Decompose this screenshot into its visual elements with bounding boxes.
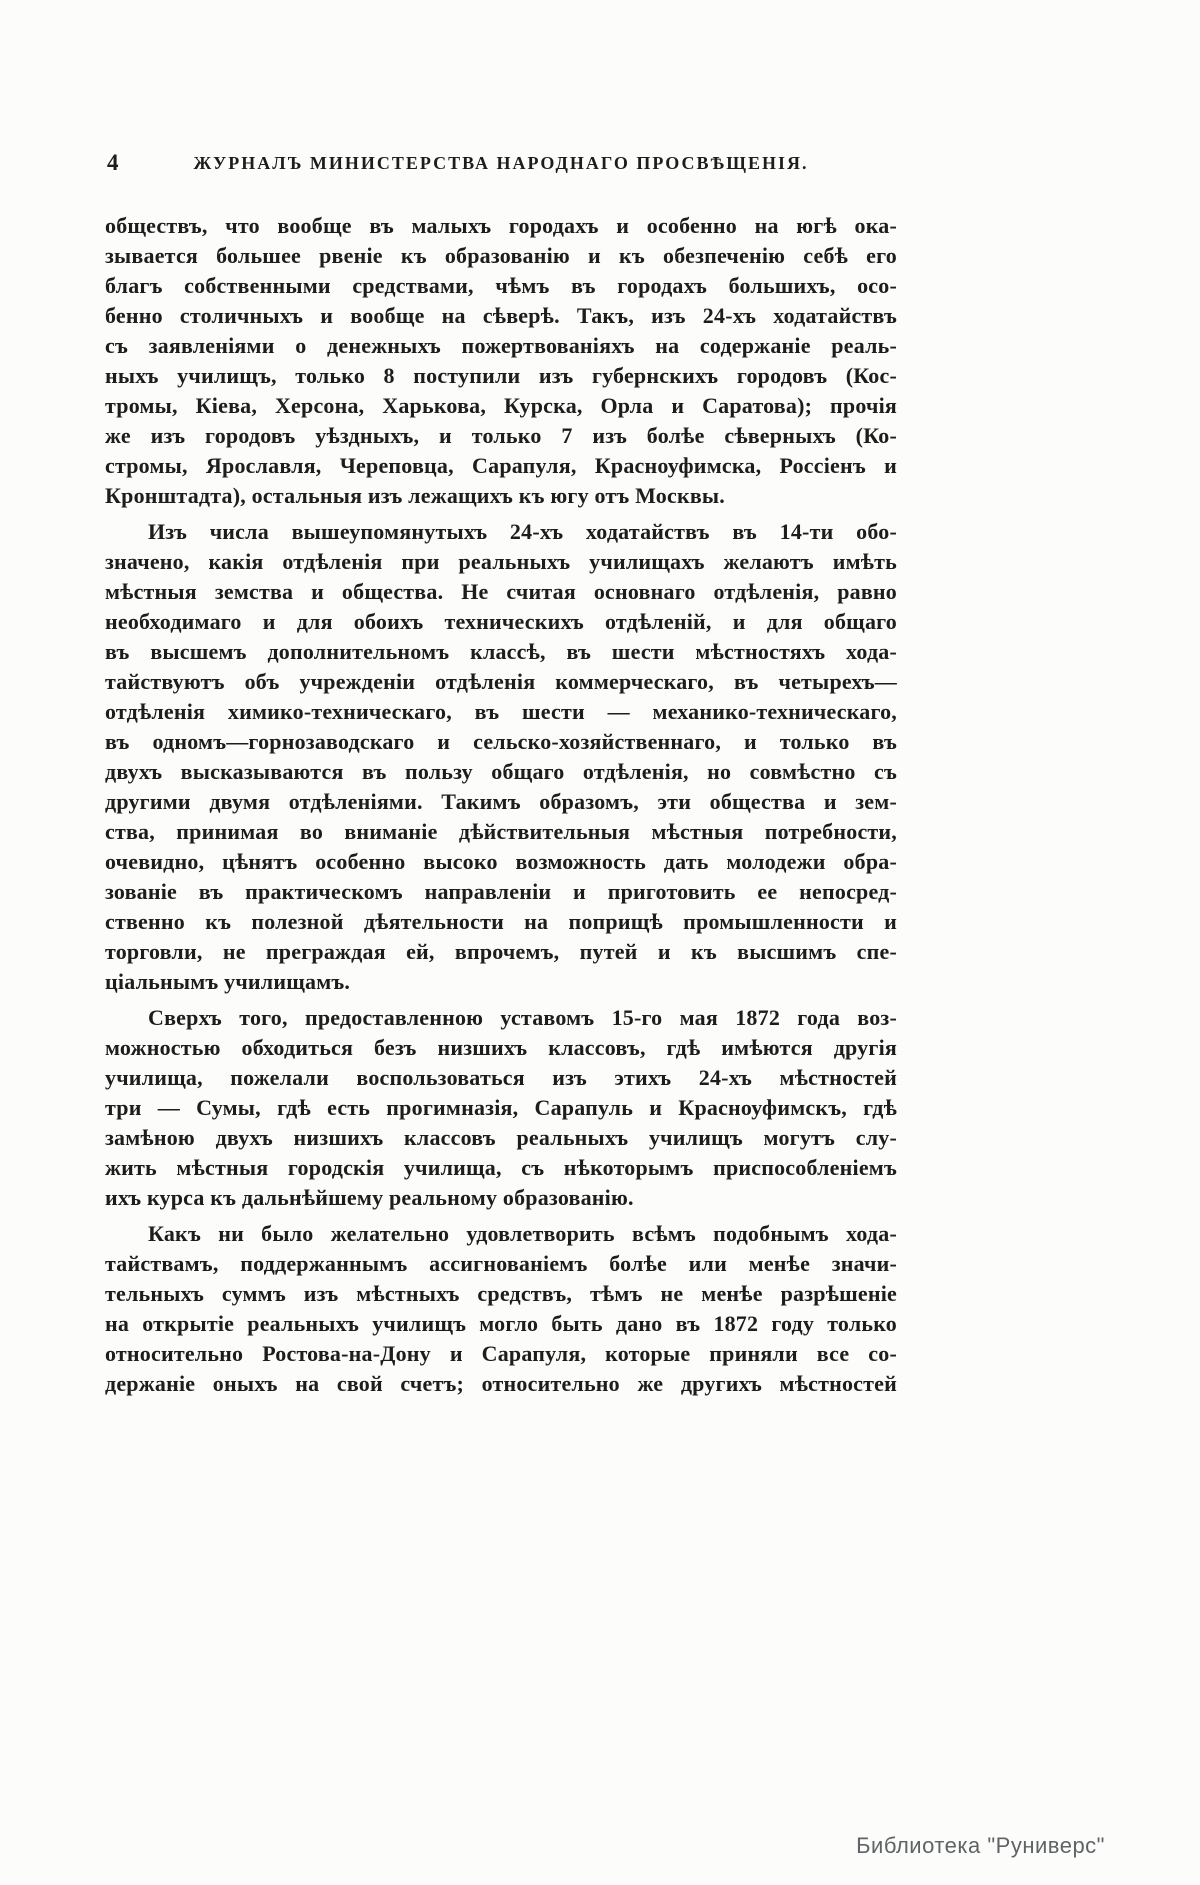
text-line: зывается большее рвеніе къ образованію и къ обезпеченію себѣ его (105, 243, 897, 268)
text-line: тайствуютъ объ учрежденіи отдѣленія коммерческаго, въ четырехъ— (105, 669, 897, 694)
text-line: стромы, Ярославля, Череповца, Сарапуля, Красноуфимска, Россіенъ и (105, 453, 897, 478)
text-line: бенно столичныхъ и вообще на сѣверѣ. Такъ, изъ 24-хъ ходатайствъ (105, 303, 897, 328)
text-line: жить мѣстныя городскія училища, съ нѣкоторымъ приспособленіемъ (105, 1155, 897, 1180)
page-body (105, 211, 897, 1399)
page-number: 4 (107, 150, 119, 175)
text-line: Кронштадта), остальныя изъ лежащихъ къ югу отъ Москвы. (105, 483, 725, 508)
text-line: отдѣленія химико-техническаго, въ шести — механико-техническаго, (105, 699, 897, 724)
text-line: тромы, Кіева, Херсона, Харькова, Курска, Орла и Саратова); прочія (105, 393, 897, 418)
text-line: торговли, не преграждая ей, впрочемъ, путей и къ высшимъ спе- (105, 939, 897, 964)
library-watermark: Библиотека "Руниверс" (856, 1833, 1105, 1858)
text-line: Изъ числа вышеупомянутыхъ 24-хъ ходатайствъ въ 14-ти обо- (148, 519, 897, 544)
text-line: ихъ курса къ дальнѣйшему реальному образованію. (105, 1185, 634, 1210)
text-line: Сверхъ того, предоставленною уставомъ 15-го мая 1872 года воз- (148, 1005, 897, 1030)
text-line: ныхъ училищъ, только 8 поступили изъ губернскихъ городовъ (Кос- (105, 363, 897, 388)
text-line: очевидно, цѣнятъ особенно высоко возможность дать молодежи обра- (105, 849, 897, 874)
text-line: относительно Ростова-на-Дону и Сарапуля, которые приняли все со- (105, 1341, 897, 1366)
text-line: благъ собственными средствами, чѣмъ въ городахъ большихъ, осо- (105, 273, 897, 298)
text-line: другими двумя отдѣленіями. Такимъ образомъ, эти общества и зем- (105, 789, 897, 814)
paragraph (105, 211, 897, 511)
text-line: двухъ высказываются въ пользу общаго отдѣленія, но совмѣстно съ (105, 759, 897, 784)
text-line: въ одномъ—горнозаводскаго и сельско-хозяйственнаго, и только въ (105, 729, 897, 754)
text-line: въ высшемъ дополнительномъ классѣ, въ шести мѣстностяхъ хода- (105, 639, 897, 664)
text-line: на открытіе реальныхъ училищъ могло быть дано въ 1872 году только (105, 1311, 897, 1336)
text-line: съ заявленіями о денежныхъ пожертвованіяхъ на содержаніе реаль- (105, 333, 897, 358)
text-line: обществъ, что вообще въ малыхъ городахъ и особенно на югѣ ока- (105, 213, 897, 238)
text-line: тельныхъ суммъ изъ мѣстныхъ средствъ, тѣмъ не менѣе разрѣшеніе (105, 1281, 897, 1306)
text-line: три — Сумы, гдѣ есть прогимназія, Сарапуль и Красноуфимскъ, гдѣ (105, 1095, 897, 1120)
paragraph (105, 1003, 897, 1213)
text-line: можностью обходиться безъ низшихъ классовъ, гдѣ имѣются другія (105, 1035, 897, 1060)
text-line: замѣною двухъ низшихъ классовъ реальныхъ училищъ могутъ слу- (105, 1125, 897, 1150)
text-line: зованіе въ практическомъ направленіи и приготовить ее непосред- (105, 879, 897, 904)
text-line: ства, принимая во вниманіе дѣйствительныя мѣстныя потребности, (105, 819, 897, 844)
text-line: необходимаго и для обоихъ техническихъ отдѣленій, и для общаго (105, 609, 897, 634)
text-line: Какъ ни было желательно удовлетворить всѣмъ подобнымъ хода- (148, 1221, 897, 1246)
paragraph (105, 1219, 897, 1399)
text-line: ственно къ полезной дѣятельности на поприщѣ промышленности и (105, 909, 897, 934)
journal-title: ЖУРНАЛЪ МИНИСТЕРСТВА НАРОДНАГО ПРОСВѢЩЕНІЯ. (193, 153, 809, 173)
text-line: же изъ городовъ уѣздныхъ, и только 7 изъ болѣе сѣверныхъ (Ко- (105, 423, 897, 448)
text-line: значено, какія отдѣленія при реальныхъ училищахъ желаютъ имѣть (105, 549, 897, 574)
text-line: тайствамъ, поддержаннымъ ассигнованіемъ болѣе или менѣе значи- (105, 1251, 897, 1276)
text-line: мѣстныя земства и общества. Не считая основнаго отдѣленія, равно (105, 579, 897, 604)
text-line: училища, пожелали воспользоваться изъ этихъ 24-хъ мѣстностей (105, 1065, 897, 1090)
text-line: держаніе оныхъ на свой счетъ; относительно же другихъ мѣстностей (105, 1371, 897, 1396)
page-header (105, 150, 897, 180)
text-line: ціальнымъ училищамъ. (105, 969, 351, 994)
paragraph (105, 517, 897, 997)
